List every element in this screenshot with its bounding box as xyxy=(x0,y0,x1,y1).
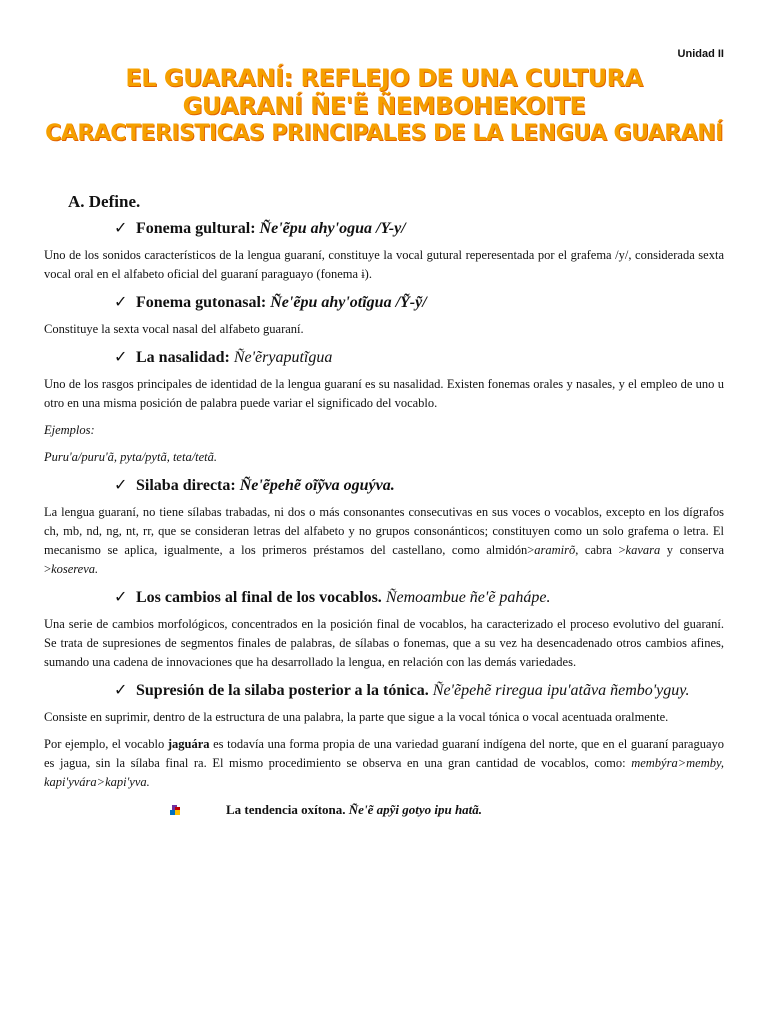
item-label: Supresión de la silaba posterior a la tónica. xyxy=(136,682,433,699)
examples-text: Puru'a/puru'ã, pyta/pytã, teta/tetã. xyxy=(44,450,218,464)
item-label: Los cambios al final de los vocablos. xyxy=(136,589,386,606)
item-cambios-final xyxy=(114,587,724,609)
text-run: jaguára xyxy=(167,737,210,751)
checkmark-icon: ✓ xyxy=(114,220,128,237)
title-line-1: EL GUARANÍ: REFLEJO DE UNA CULTURA xyxy=(125,64,643,92)
checkmark-icon: ✓ xyxy=(114,294,128,311)
item-label: Fonema gutonasal: xyxy=(136,294,271,311)
item-tendencia-oxitona xyxy=(170,802,724,818)
item-label: Fonema gultural: xyxy=(136,220,260,237)
item-fonema-gultural xyxy=(114,218,724,240)
unit-label: Unidad II xyxy=(677,48,724,60)
paragraph xyxy=(44,735,724,792)
document-body xyxy=(44,192,724,818)
item-term: Ñe'ẽryaputĩgua xyxy=(233,349,333,366)
item-term: Ñe'ẽpu ahy'otĩgua /Ỹ-ỹ/ xyxy=(270,294,427,311)
text-run: membýra>memby, kapi'yvára>kapi'yva. xyxy=(44,756,724,789)
section-heading: A. Define. xyxy=(68,192,141,211)
text-run: , cabra > xyxy=(575,543,626,557)
item-term: Ñemoambue ñe'ẽ paháp​e. xyxy=(385,589,551,606)
checkmark-icon: ✓ xyxy=(114,477,128,494)
checkmark-icon: ✓ xyxy=(114,682,128,699)
paragraph: Uno de los sonidos característicos de la lengua guaraní, constituye la vocal gutural reperesentada por el grafema /y/, considerada sexta vocal oral en el alfabeto oficial del guaraní paraguayo (fonema ɨ). xyxy=(44,248,724,281)
bullet-diamond-icon xyxy=(170,805,180,815)
title-line-2: GUARANÍ ÑE'Ẽ ÑEMBOHEKOITE xyxy=(182,92,586,120)
paragraph: Constituye la sexta vocal nasal del alfabeto guaraní. xyxy=(44,322,304,336)
title-line-3: CARACTERISTICAS PRINCIPALES DE LA LENGUA GUARANÍ xyxy=(45,121,723,146)
paragraph: Uno de los rasgos principales de identidad de la lengua guaraní es su nasalidad. Existen fonemas orales y nasales, y el empleo de uno u otro en una misma posición de palabra puede variar el significado del vocablo. xyxy=(44,377,724,410)
paragraph: Una serie de cambios morfológicos, concentrados en la posición final de vocablos, ha caracterizado el proceso evolutivo del guaraní. Se trata de supresiones de segmentos finales de palabras, de sílabas o fonemas, que a su vez ha desencadenado otros cambios afines, sumando una cadena de innovaciones que ha desarrollado la lengua, en relación con las demás variedades. xyxy=(44,617,724,669)
item-label: Silaba directa: xyxy=(136,477,240,494)
text-run: La lengua guaraní, no tiene sílabas trabadas, ni dos o más consonantes consecutivas en sus voces o vocablos, excepto en los dígrafos ch, mb, nd, ng, nt, rr, que se consideran letras del alfabeto y no grupos consonánticos; constituyen como un solo grafema o letra. El mecanismo se aplica, igualmente, a los primeros préstamos del castellano, como almidón> xyxy=(44,505,724,557)
item-label: La tendencia oxítona. xyxy=(226,802,349,817)
item-fonema-gutonasal xyxy=(114,292,724,314)
item-term: Ñe'ẽpu ahy'ogua /Y-y/ xyxy=(259,220,406,237)
text-run: y conserva > xyxy=(44,543,725,576)
paragraph: Consiste en suprimir, dentro de la estructura de una palabra, la parte que sigue a la vocal tónica o vocal acentuada oralmente. xyxy=(44,710,669,724)
item-silaba-directa xyxy=(114,475,724,497)
checkmark-icon: ✓ xyxy=(114,589,128,606)
text-run: Por ejemplo, el vocablo xyxy=(44,737,168,751)
item-term: Ñe'ẽ apỹi gotyo ipu hatã. xyxy=(348,802,483,817)
text-run: es todavía una forma propia de una variedad guaraní indígena del norte, que en el guaraní paraguayo es jagua, sin la sílaba final ra. El mismo procedimiento se observa en una gran cantidad de vocablos, como: xyxy=(44,737,724,770)
item-term: Ñe'ẽpehẽ oĩỹva oguýva. xyxy=(239,477,395,494)
paragraph xyxy=(44,503,724,579)
title-block xyxy=(0,64,768,148)
text-run: kosereva. xyxy=(51,562,99,576)
item-nasalidad xyxy=(114,347,724,369)
item-label: La nasalidad: xyxy=(136,349,234,366)
text-run: aramirõ xyxy=(534,543,576,557)
examples-label: Ejemplos: xyxy=(44,423,95,437)
item-supresion-silaba xyxy=(114,680,724,702)
text-run: kavara xyxy=(625,543,661,557)
checkmark-icon: ✓ xyxy=(114,349,128,366)
item-term: Ñe'ẽpehẽ riregua ipu'atãva ñembo'yguy. xyxy=(432,682,690,699)
